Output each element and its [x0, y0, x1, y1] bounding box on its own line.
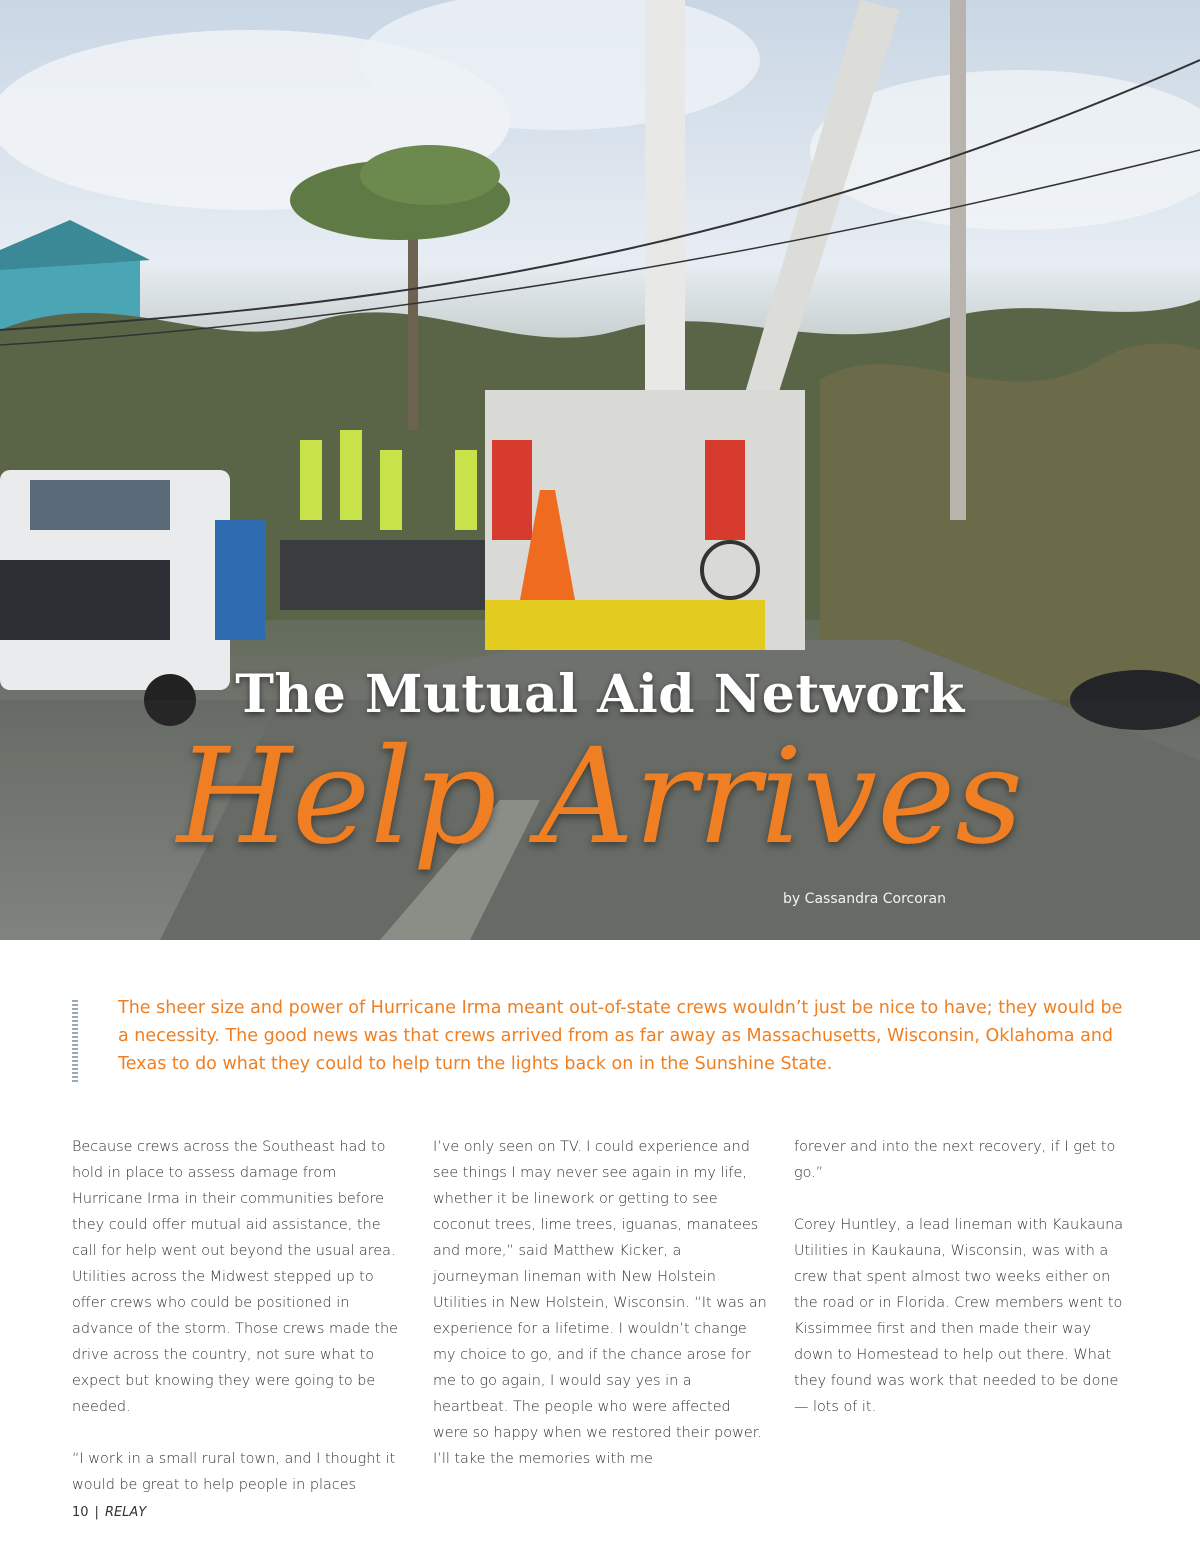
- column-3: [794, 1134, 1129, 1524]
- paragraph: I’ve only seen on TV. I could experience and see things I may never see again in my life, whether it be linework or getting to see coconut trees, lime trees, iguanas, manatees and more,” said Matthew Kicker, a journeyman lineman with New Holstein Utilities in New Holstein, Wisconsin. “It was an experience for a lifetime. I wouldn’t change my choice to go, and if the chance arose for me to go again, I would say yes in a heartbeat. The people who were affected were so happy when we restored their power. I’ll take the memories with me: [433, 1139, 767, 1467]
- page-number: 10: [72, 1505, 89, 1520]
- pullquote-accent-bar: [72, 1000, 78, 1084]
- column-1: [72, 1134, 407, 1524]
- paragraph: Corey Huntley, a lead lineman with Kaukauna Utilities in Kaukauna, Wisconsin, was with a crew that spent almost two weeks either on the road or in Florida. Crew members went to Kissimmee first and then made their way down to Homestead to help out there. What they found was work that needed to be done — lots of it.: [794, 1217, 1124, 1415]
- paragraph: “I work in a small rural town, and I thought it would be great to help people in places: [72, 1451, 396, 1493]
- article-subtitle: Help Arrives: [176, 720, 1024, 874]
- column-2: [433, 1134, 768, 1524]
- page-footer: [72, 1505, 146, 1520]
- article-body: [72, 1134, 1132, 1524]
- paragraph: Because crews across the Southeast had to hold in place to assess damage from Hurricane Irma in their communities before they could offer mutual aid assistance, the call for help went out beyond the usual area. Utilities across the Midwest stepped up to offer crews who could be positioned in advance of the storm. Those crews made the drive across the country, not sure what to expect but knowing they were going to be needed.: [72, 1139, 399, 1415]
- article-title: The Mutual Aid Network: [235, 664, 965, 725]
- pullquote: The sheer size and power of Hurricane Irma meant out-of-state crews wouldn’t just be nice to have; they would be a necessity. The good news was that crews arrived from as far away as Massachusetts, Wisconsin, Oklahoma and Texas to do what they could to help turn the lights back on in the Sunshine State.: [118, 998, 1123, 1074]
- byline: by Cassandra Corcoran: [783, 891, 946, 907]
- footer-separator: |: [94, 1505, 99, 1520]
- paragraph: forever and into the next recovery, if I get to go.”: [794, 1139, 1116, 1181]
- publication-name: RELAY: [104, 1505, 147, 1520]
